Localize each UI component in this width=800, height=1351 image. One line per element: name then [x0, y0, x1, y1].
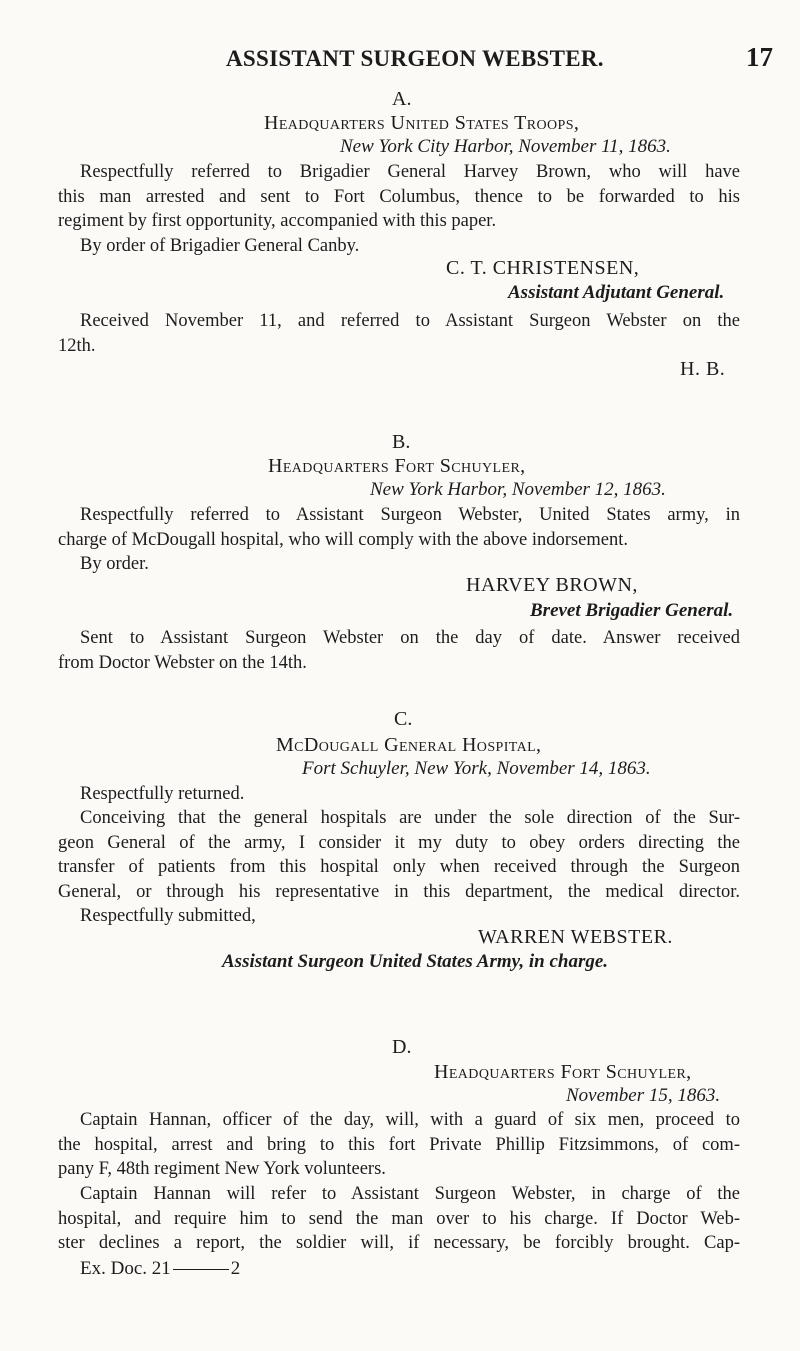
- received-note: [58, 309, 740, 358]
- body-paragraph: [58, 160, 740, 234]
- signer-name: HARVEY BROWN,: [466, 574, 638, 596]
- date-line: November 15, 1863.: [566, 1085, 721, 1106]
- body-paragraph: [58, 503, 740, 552]
- text-line: the hospital, arrest and bring to this fort Private Phillip Fitzsimmons, of com-: [58, 1134, 740, 1155]
- text-line: General, or through his representative in this department, the medical director.: [58, 881, 740, 902]
- text-line: 12th.: [58, 335, 96, 356]
- text-line: Captain Hannan, officer of the day, will, with a guard of six men, proceed to: [80, 1110, 740, 1130]
- text-line: transfer of patients from this hospital only when received through the Surgeon: [58, 857, 740, 877]
- section-letter: D.: [392, 1036, 412, 1058]
- dash-rule: [173, 1269, 229, 1270]
- text-line: Respectfully referred to Brigadier General Harvey Brown, who will have: [80, 162, 740, 182]
- text-line: charge of McDougall hospital, who will comply with the above indorsement.: [58, 529, 628, 550]
- body-paragraph: [58, 806, 740, 904]
- section-letter: A.: [392, 88, 412, 110]
- place-date: New York Harbor, November 12, 1863.: [370, 479, 666, 500]
- text-line: Received November 11, and referred to Assistant Surgeon Webster on the: [80, 311, 740, 331]
- signer-name: C. T. CHRISTENSEN,: [446, 257, 640, 279]
- place-date: New York City Harbor, November 11, 1863.: [340, 136, 671, 157]
- text-line: this man arrested and sent to Fort Columbus, thence to be forwarded to his: [58, 186, 740, 207]
- headquarters-heading: McDougall General Hospital,: [276, 734, 542, 756]
- text-line: pany F, 48th regiment New York volunteers.: [58, 1159, 386, 1179]
- headquarters-heading: Headquarters Fort Schuyler,: [268, 455, 526, 477]
- text-line: Sent to Assistant Surgeon Webster on the day of date. Answer received: [80, 628, 740, 648]
- page-number: 17: [746, 42, 773, 72]
- submitted-line: Respectfully submitted,: [80, 906, 256, 926]
- signer-name: WARREN WEBSTER.: [478, 926, 673, 948]
- signer-title: Brevet Brigadier General.: [530, 600, 734, 621]
- sent-note: [58, 626, 740, 675]
- returned-line: Respectfully returned.: [80, 784, 245, 804]
- text-line: geon General of the army, I consider it my duty to obey orders directing the: [58, 832, 740, 853]
- order-line: By order.: [80, 554, 149, 574]
- running-header: [0, 40, 800, 80]
- section-letter: B.: [392, 431, 411, 453]
- signer-title: Assistant Adjutant General.: [508, 282, 725, 303]
- signature-right: 2: [230, 1258, 241, 1279]
- text-line: Respectfully referred to Assistant Surgeon Webster, United States army, in: [80, 505, 740, 525]
- body-paragraph: [58, 1182, 740, 1256]
- headquarters-heading: Headquarters Fort Schuyler,: [434, 1061, 692, 1083]
- text-line: from Doctor Webster on the 14th.: [58, 652, 307, 673]
- text-line: ster declines a report, the soldier will, if necessary, be forcibly brought. Cap-: [58, 1233, 740, 1253]
- text-line: hospital, and require him to send the man over to his charge. If Doctor Web-: [58, 1208, 740, 1229]
- text-line: regiment by first opportunity, accompanied with this paper.: [58, 211, 497, 231]
- place-date: Fort Schuyler, New York, November 14, 1863.: [302, 758, 651, 779]
- order-line: By order of Brigadier General Canby.: [80, 236, 360, 256]
- signature-left: Ex. Doc. 21: [80, 1258, 171, 1279]
- signer-title: Assistant Surgeon United States Army, in charge.: [222, 951, 609, 972]
- signature-mark: [80, 1256, 240, 1281]
- initials: H. B.: [680, 358, 726, 380]
- running-title: ASSISTANT SURGEON WEBSTER.: [226, 46, 604, 71]
- section-letter: C.: [394, 708, 413, 730]
- body-paragraph: [58, 1108, 740, 1182]
- text-line: Captain Hannan will refer to Assistant Surgeon Webster, in charge of the: [80, 1184, 740, 1204]
- headquarters-heading: Headquarters United States Troops,: [264, 112, 580, 134]
- text-line: Conceiving that the general hospitals are under the sole direction of the Sur-: [80, 808, 740, 828]
